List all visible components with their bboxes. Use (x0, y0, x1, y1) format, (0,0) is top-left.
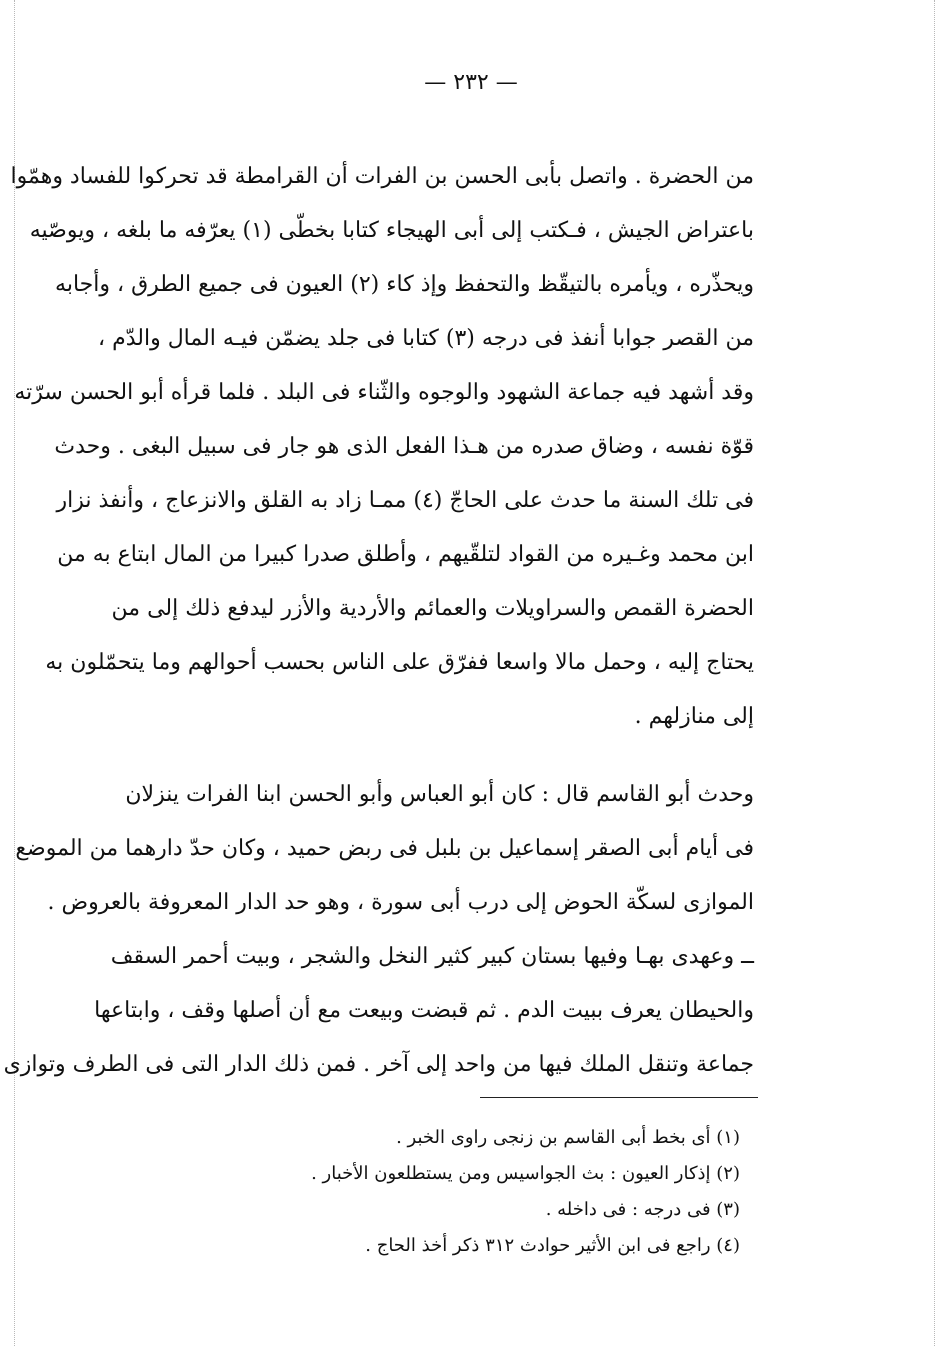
text-line: ويحذّره ، ويأمره بالتيقّظ والتحفظ وإذ كاء (٢) العيون فى جميع الطرق ، وأجابه (55, 272, 754, 297)
footnotes (230, 1120, 740, 1264)
text-line: والحيطان يعرف ببيت الدم . ثم قبضت وبيعت مع أن أصلها وقف ، وابتاعها (94, 998, 754, 1023)
text-line: قوّة نفسه ، وضاق صدره من هـذا الفعل الذى هو جار فى سبيل البغى . وحدث (54, 434, 754, 459)
text-line: جماعة وتنقل الملك فيها من واحد إلى آخر . فمن ذلك الدار التى فى الطرف وتوازى (3, 1052, 754, 1077)
right-edge-dotted-line (934, 0, 935, 1346)
text-line: فى أيام أبى الصقر إسماعيل بن بلبل فى ربض حميد ، وكان حدّ دارهما من الموضع (15, 836, 754, 861)
footnote-4: (٤) راجع فى ابن الأثير حوادث ٣١٢ ذكر أخذ الحاج . (365, 1235, 740, 1256)
text-line: ــ وعهدى بهـا وفيها بستان كبير كثير النخل والشجر ، وبيت أحمر السقف (110, 944, 754, 969)
paragraph-1 (10, 150, 754, 744)
text-line: من القصر جوابا أنفذ فى درجه (٣) كتابا فى جلد يضمّن فيـه المال والدّم ، (98, 326, 754, 351)
footnote-2: (٢) إذكار العيون : بث الجواسيس ومن يستطلعون الأخبار . (311, 1163, 740, 1184)
text-line: باعتراض الجيش ، فـكتب إلى أبى الهيجاء كتابا بخطّى (١) يعرّفه ما بلغه ، ويوصّيه (29, 218, 754, 243)
text-line: الحضرة القمص والسراويلات والعمائم والأردية والأزر ليدفع ذلك إلى من (111, 596, 754, 621)
text-line: وحدث أبو القاسم قال : كان أبو العباس وأبو الحسن ابنا الفرات ينزلان (125, 782, 754, 807)
text-line: فى تلك السنة ما حدث على الحاجّ (٤) ممـا زاد به القلق والانزعاج ، وأنفذ نزار (56, 488, 754, 513)
text-line: يحتاج إليه ، وحمل مالا واسعا ففرّق على الناس بحسب أحوالهم وما يتحمّلون به (45, 650, 754, 675)
footnote-separator (480, 1097, 758, 1098)
text-line: الموازى لسكّة الحوض إلى درب أبى سورة ، وهو حد الدار المعروفة بالعروض . (47, 890, 754, 915)
text-line: ابن محمد وغـيره من القواد لتلقّيهم ، وأطلق صدرا كبيرا من المال ابتاع به من (57, 542, 754, 567)
text-line: وقد أشهد فيه جماعة الشهود والوجوه والثّناء فى البلد . فلما قرأه أبو الحسن سرّته (14, 380, 754, 405)
paragraph-2 (3, 768, 754, 1092)
footnote-1: (١) أى بخط أبى القاسم بن زنجى راوى الخبر . (396, 1127, 740, 1148)
page-number: — ٢٣٢ — (424, 70, 518, 95)
text-line: من الحضرة . واتصل بأبى الحسن بن الفرات أن القرامطة قد تحركوا للفساد وهمّوا (10, 164, 754, 189)
footnote-3: (٣) فى درجه : فى داخله . (545, 1199, 740, 1220)
text-line: إلى منازلهم . (634, 704, 754, 729)
